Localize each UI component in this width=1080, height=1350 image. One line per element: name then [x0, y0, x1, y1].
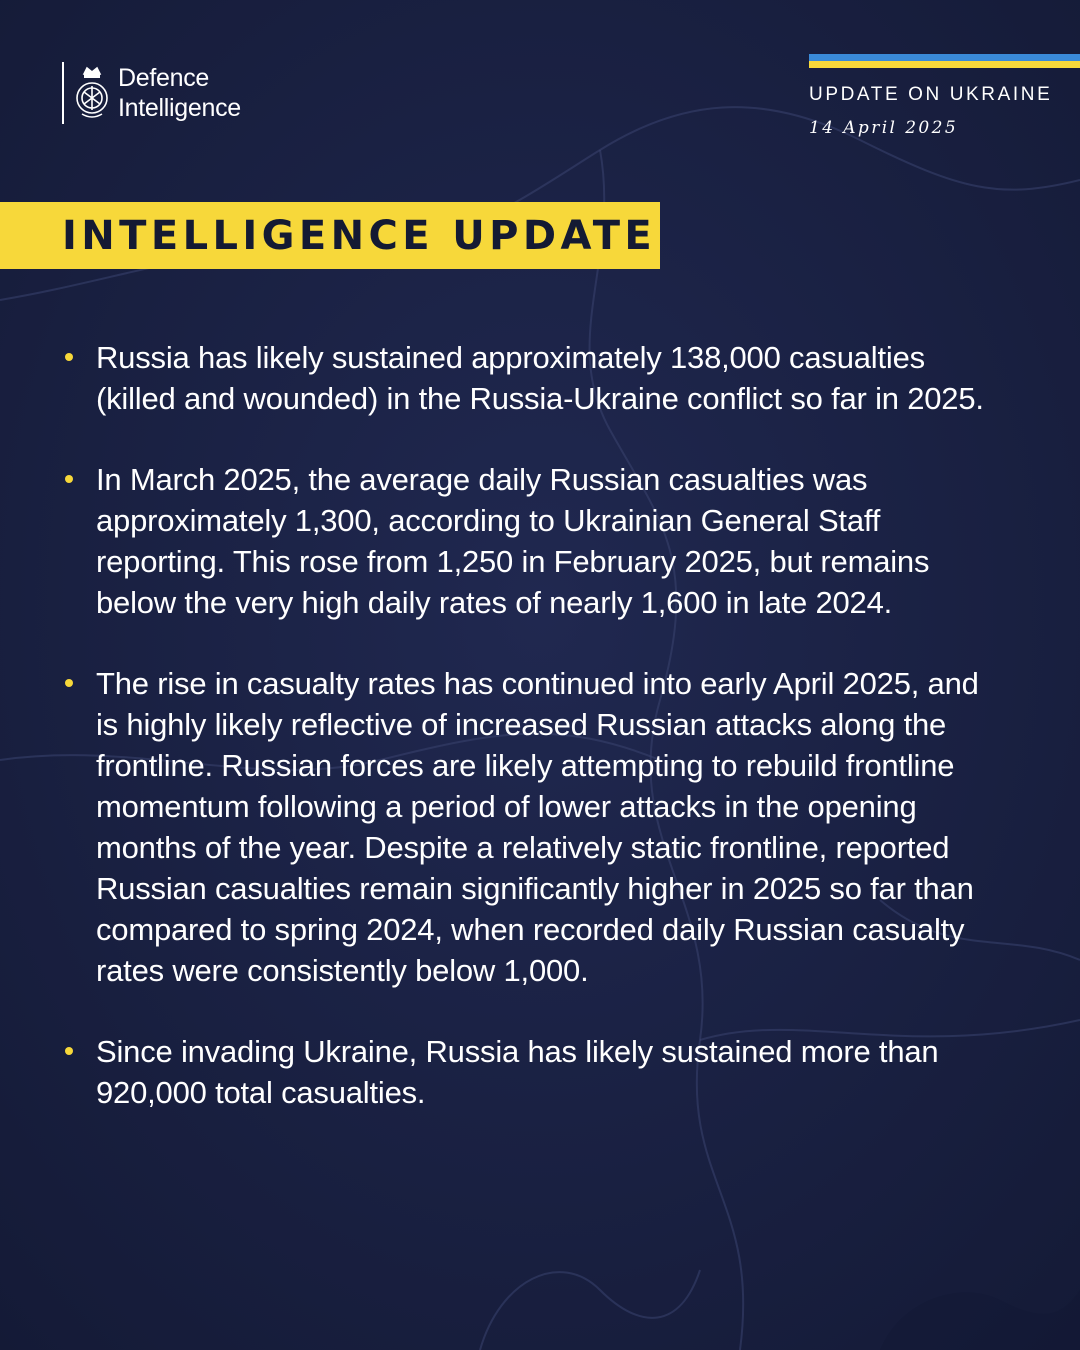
flag-blue-stripe — [809, 54, 1080, 61]
bullet-dot-icon — [65, 1047, 73, 1055]
flag-yellow-stripe — [809, 61, 1080, 68]
bullet-text: The rise in casualty rates has continued into early April 2025, and is highly likely reflective of increased Russian attacks along the frontline. Russian forces are likely attempting to rebuild frontline momentum following a period of lower attacks in the opening months of the year. Despite a relatively static frontline, reported Russian casualties remain significantly higher in 2025 so far than compared to spring 2024, when recorded daily Russian casualty rates were consistently below 1,000. — [96, 666, 979, 988]
list-item — [62, 337, 992, 419]
update-on-ukraine-label: UPDATE ON UKRAINE — [809, 84, 1053, 105]
bullet-text: Russia has likely sustained approximately 138,000 casualties (killed and wounded) in the Russia-Ukraine conflict so far in 2025. — [96, 340, 984, 416]
bullet-dot-icon — [65, 679, 73, 687]
bullet-dot-icon — [65, 353, 73, 361]
logo-line-intelligence: Intelligence — [118, 94, 241, 122]
bullet-text: Since invading Ukraine, Russia has likely sustained more than 920,000 total casualties. — [96, 1034, 939, 1110]
logo-divider — [62, 62, 64, 124]
update-date: 14 April 2025 — [809, 118, 959, 138]
list-item — [62, 663, 992, 991]
bullet-text: In March 2025, the average daily Russian casualties was approximately 1,300, according to Ukrainian General Staff reporting. This rose from 1,250 in February 2025, but remains below the very high daily rates of nearly 1,600 in late 2024. — [96, 462, 930, 620]
banner-title: INTELLIGENCE UPDATE — [62, 213, 657, 259]
list-item — [62, 459, 992, 623]
bullet-list — [62, 337, 992, 1153]
defence-intelligence-crest-icon — [72, 64, 112, 122]
intelligence-update-banner — [0, 202, 660, 269]
ukraine-flag-bar — [809, 54, 1080, 68]
list-item — [62, 1031, 992, 1113]
logo-line-defence: Defence — [118, 64, 210, 92]
bullet-dot-icon — [65, 475, 73, 483]
defence-intelligence-logo — [62, 62, 241, 124]
